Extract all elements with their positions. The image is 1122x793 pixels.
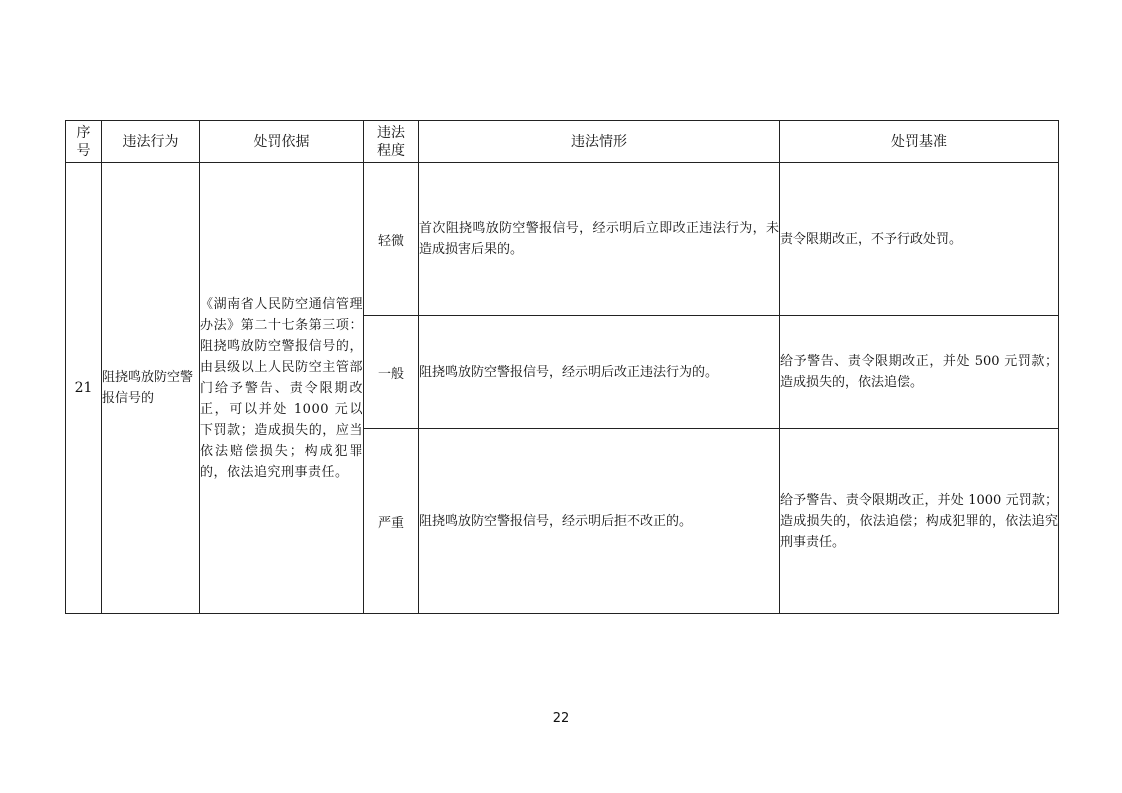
seq-cell: 21 — [66, 163, 102, 614]
basis-cell: 《湖南省人民防空通信管理办法》第二十七条第三项：阻挠鸣放防空警报信号的，由县级以上人民防空主管部门给予警告、责令限期改正，可以并处 1000 元以下罚款；造成损失的，应当依法赔偿损失；构成犯罪的，依法追究刑事责任。 — [200, 163, 364, 614]
table-row — [66, 163, 1059, 316]
behavior-cell: 阻挠鸣放防空警报信号的 — [102, 163, 200, 614]
circumstance-cell-mild: 首次阻挠鸣放防空警报信号，经示明后立即改正违法行为，未造成损害后果的。 — [419, 163, 780, 316]
header-seq: 序号 — [66, 121, 102, 163]
degree-cell-severe: 严重 — [364, 429, 419, 614]
penalty-standard-table — [65, 120, 1059, 614]
table-header-row — [66, 121, 1059, 163]
circumstance-cell-severe: 阻挠鸣放防空警报信号，经示明后拒不改正的。 — [419, 429, 780, 614]
header-behavior: 违法行为 — [102, 121, 200, 163]
header-standard: 处罚基准 — [780, 121, 1059, 163]
header-basis: 处罚依据 — [200, 121, 364, 163]
degree-cell-mild: 轻微 — [364, 163, 419, 316]
header-circumstance: 违法情形 — [419, 121, 780, 163]
degree-cell-normal: 一般 — [364, 316, 419, 429]
standard-cell-normal: 给予警告、责令限期改正，并处 500 元罚款；造成损失的，依法追偿。 — [780, 316, 1059, 429]
page-number: 22 — [552, 711, 570, 726]
header-degree: 违法程度 — [364, 121, 419, 163]
standard-cell-severe: 给予警告、责令限期改正，并处 1000 元罚款；造成损失的，依法追偿；构成犯罪的，依法追究刑事责任。 — [780, 429, 1059, 614]
standard-cell-mild: 责令限期改正，不予行政处罚。 — [780, 163, 1059, 316]
circumstance-cell-normal: 阻挠鸣放防空警报信号，经示明后改正违法行为的。 — [419, 316, 780, 429]
